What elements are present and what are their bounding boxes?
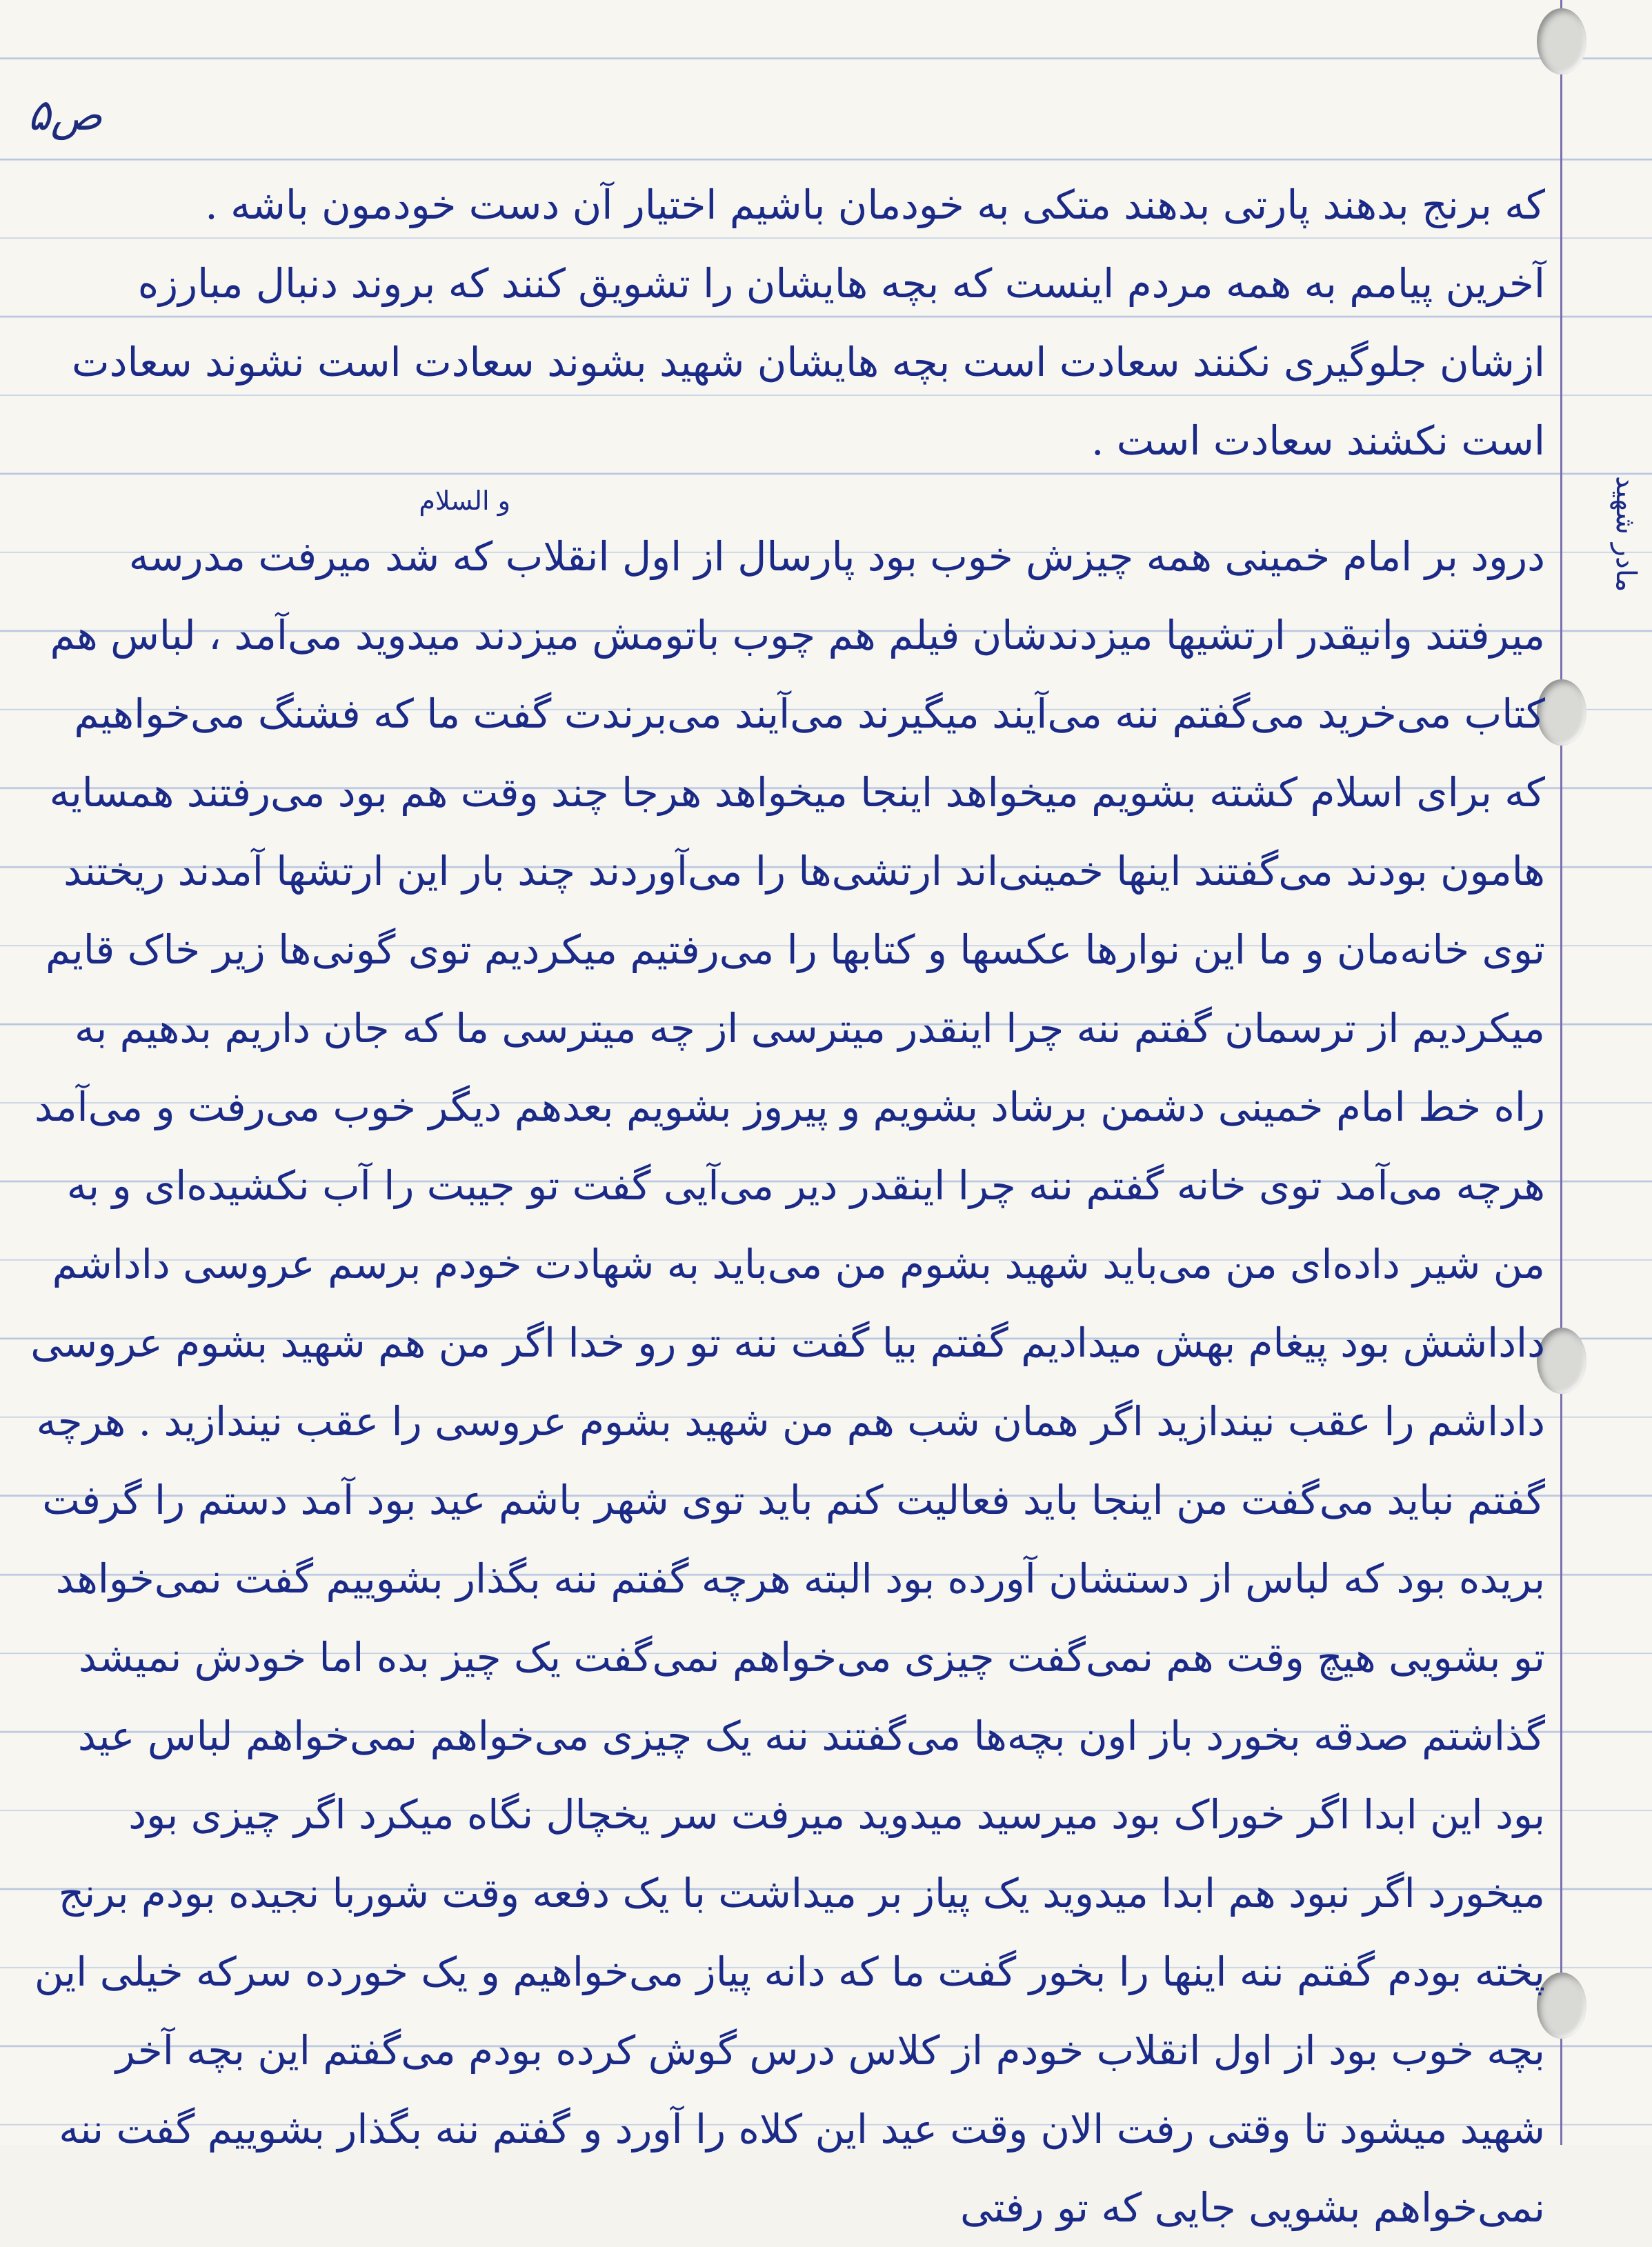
binder-hole-top — [1537, 8, 1586, 74]
salutation: و السلام — [419, 486, 510, 516]
page-number: ص۵ — [28, 90, 103, 140]
margin-note-mother-of-martyr: مادر شهید — [1610, 476, 1642, 592]
paragraph-1: که برنج بدهند پارتی بدهند متکی به خودمان باشیم اختیار آن دست خودمون باشه . — [205, 181, 1545, 228]
margin-rule — [1560, 0, 1562, 2145]
paragraph-2: آخرین پیامم به همه مردم اینست که بچه هایشان را تشویق کنند که بروند دنبال مبارزه ازشان جلوگیری نکنند سعادت است بچه هایشان شهید بشوند سعادت است نشوند سعادت است نکشند سعادت است . — [72, 260, 1545, 464]
paragraph-3: درود بر امام خمینی همه چیزش خوب بود پارسال از اول انقلاب که شد میرفت مدرسه میرفتند وانیقدر ارتشیها میزدندشان فیلم هم چوب باتومش میزدند میدوید می‌آمد ، لباس هم کتاب می‌خرید می‌گفتم ننه می‌آیند میگیرند می‌آیند می‌برندت گفت ما که فشنگ می‌خواهیم که برای اسلام کشته بشویم میخواهد اینجا میخواهد هرجا چند وقت هم بود می‌رفتند همسایه هامون بودند می‌گفتند اینها خمینی‌اند ارتشی‌ها را می‌آوردند چند بار این ارتشها آمدند ریختند توی خانه‌مان و ما این نوارها عکسها و کتابها را می‌رفتیم میکردیم توی گونی‌ها زیر خاک قایم میکردیم از ترسمان گفتم ننه چرا اینقدر میترسی از چه میترسی ما که جان داریم بدهیم به راه خط امام خمینی دشمن برشاد بشویم و پیروز بشویم بعدهم دیگر خوب می‌رفت و می‌آمد هرچه می‌آمد توی خانه گفتم ننه چرا اینقدر دیر می‌آیی گفت تو جیبت را آب نکشیده‌ای و به من شیر داده‌ای من می‌باید شهید بشوم من می‌باید به شهادت خودم برسم عروسی داداشم داداشش بود پیغام بهش میدادیم گفتم بیا گفت ننه تو رو خدا اگر من هم شهید بشوم عروسی داداشم را عقب نیندازید اگر همان شب هم من شهید بشوم عروسی را عقب نیندازید . هرچه گفتم نباید می‌گفت من اینجا باید فعالیت کنم باید توی شهر باشم عید بود آمد دستم را گرفت بریده بود که لباس از دستشان آورده بود البته هرچه گفتم ننه بگذار بشوییم گفت نمی‌خواهد تو بشویی هیچ وقت هم نمی‌گفت چیزی می‌خواهم نمی‌گفت یک چیز بده اما خودش نمیشد گذاشتم صدقه بخورد باز اون بچه‌ها می‌گفتند ننه یک چیزی می‌خواهم نمی‌خواهم لباس عید بود این ابدا اگر خوراک بود میرسید میدوید میرفت سر یخچال نگاه میکرد اگر چیزی بود میخورد اگر نبود هم ابدا میدوید یک پیاز بر میداشت با یک دفعه وقت شوربا نجیده بودم برنج پخته بودم گفتم ننه اینها را بخور گفت ما که دانه پیاز می‌خواهیم و یک خورده سرکه خیلی این بچه خوب بود از اول انقلاب خودم از کلاس درس گوش کرده بودم می‌گفتم این بچه آخر شهید میشود تا وقتی رفت الان وقت عید این کلاه را آورد و گفتم ننه بگذار بشوییم گفت ننه نمی‌خواهم بشویی جایی که تو رفتی — [30, 533, 1545, 2231]
handwritten-text — [28, 166, 1545, 2247]
